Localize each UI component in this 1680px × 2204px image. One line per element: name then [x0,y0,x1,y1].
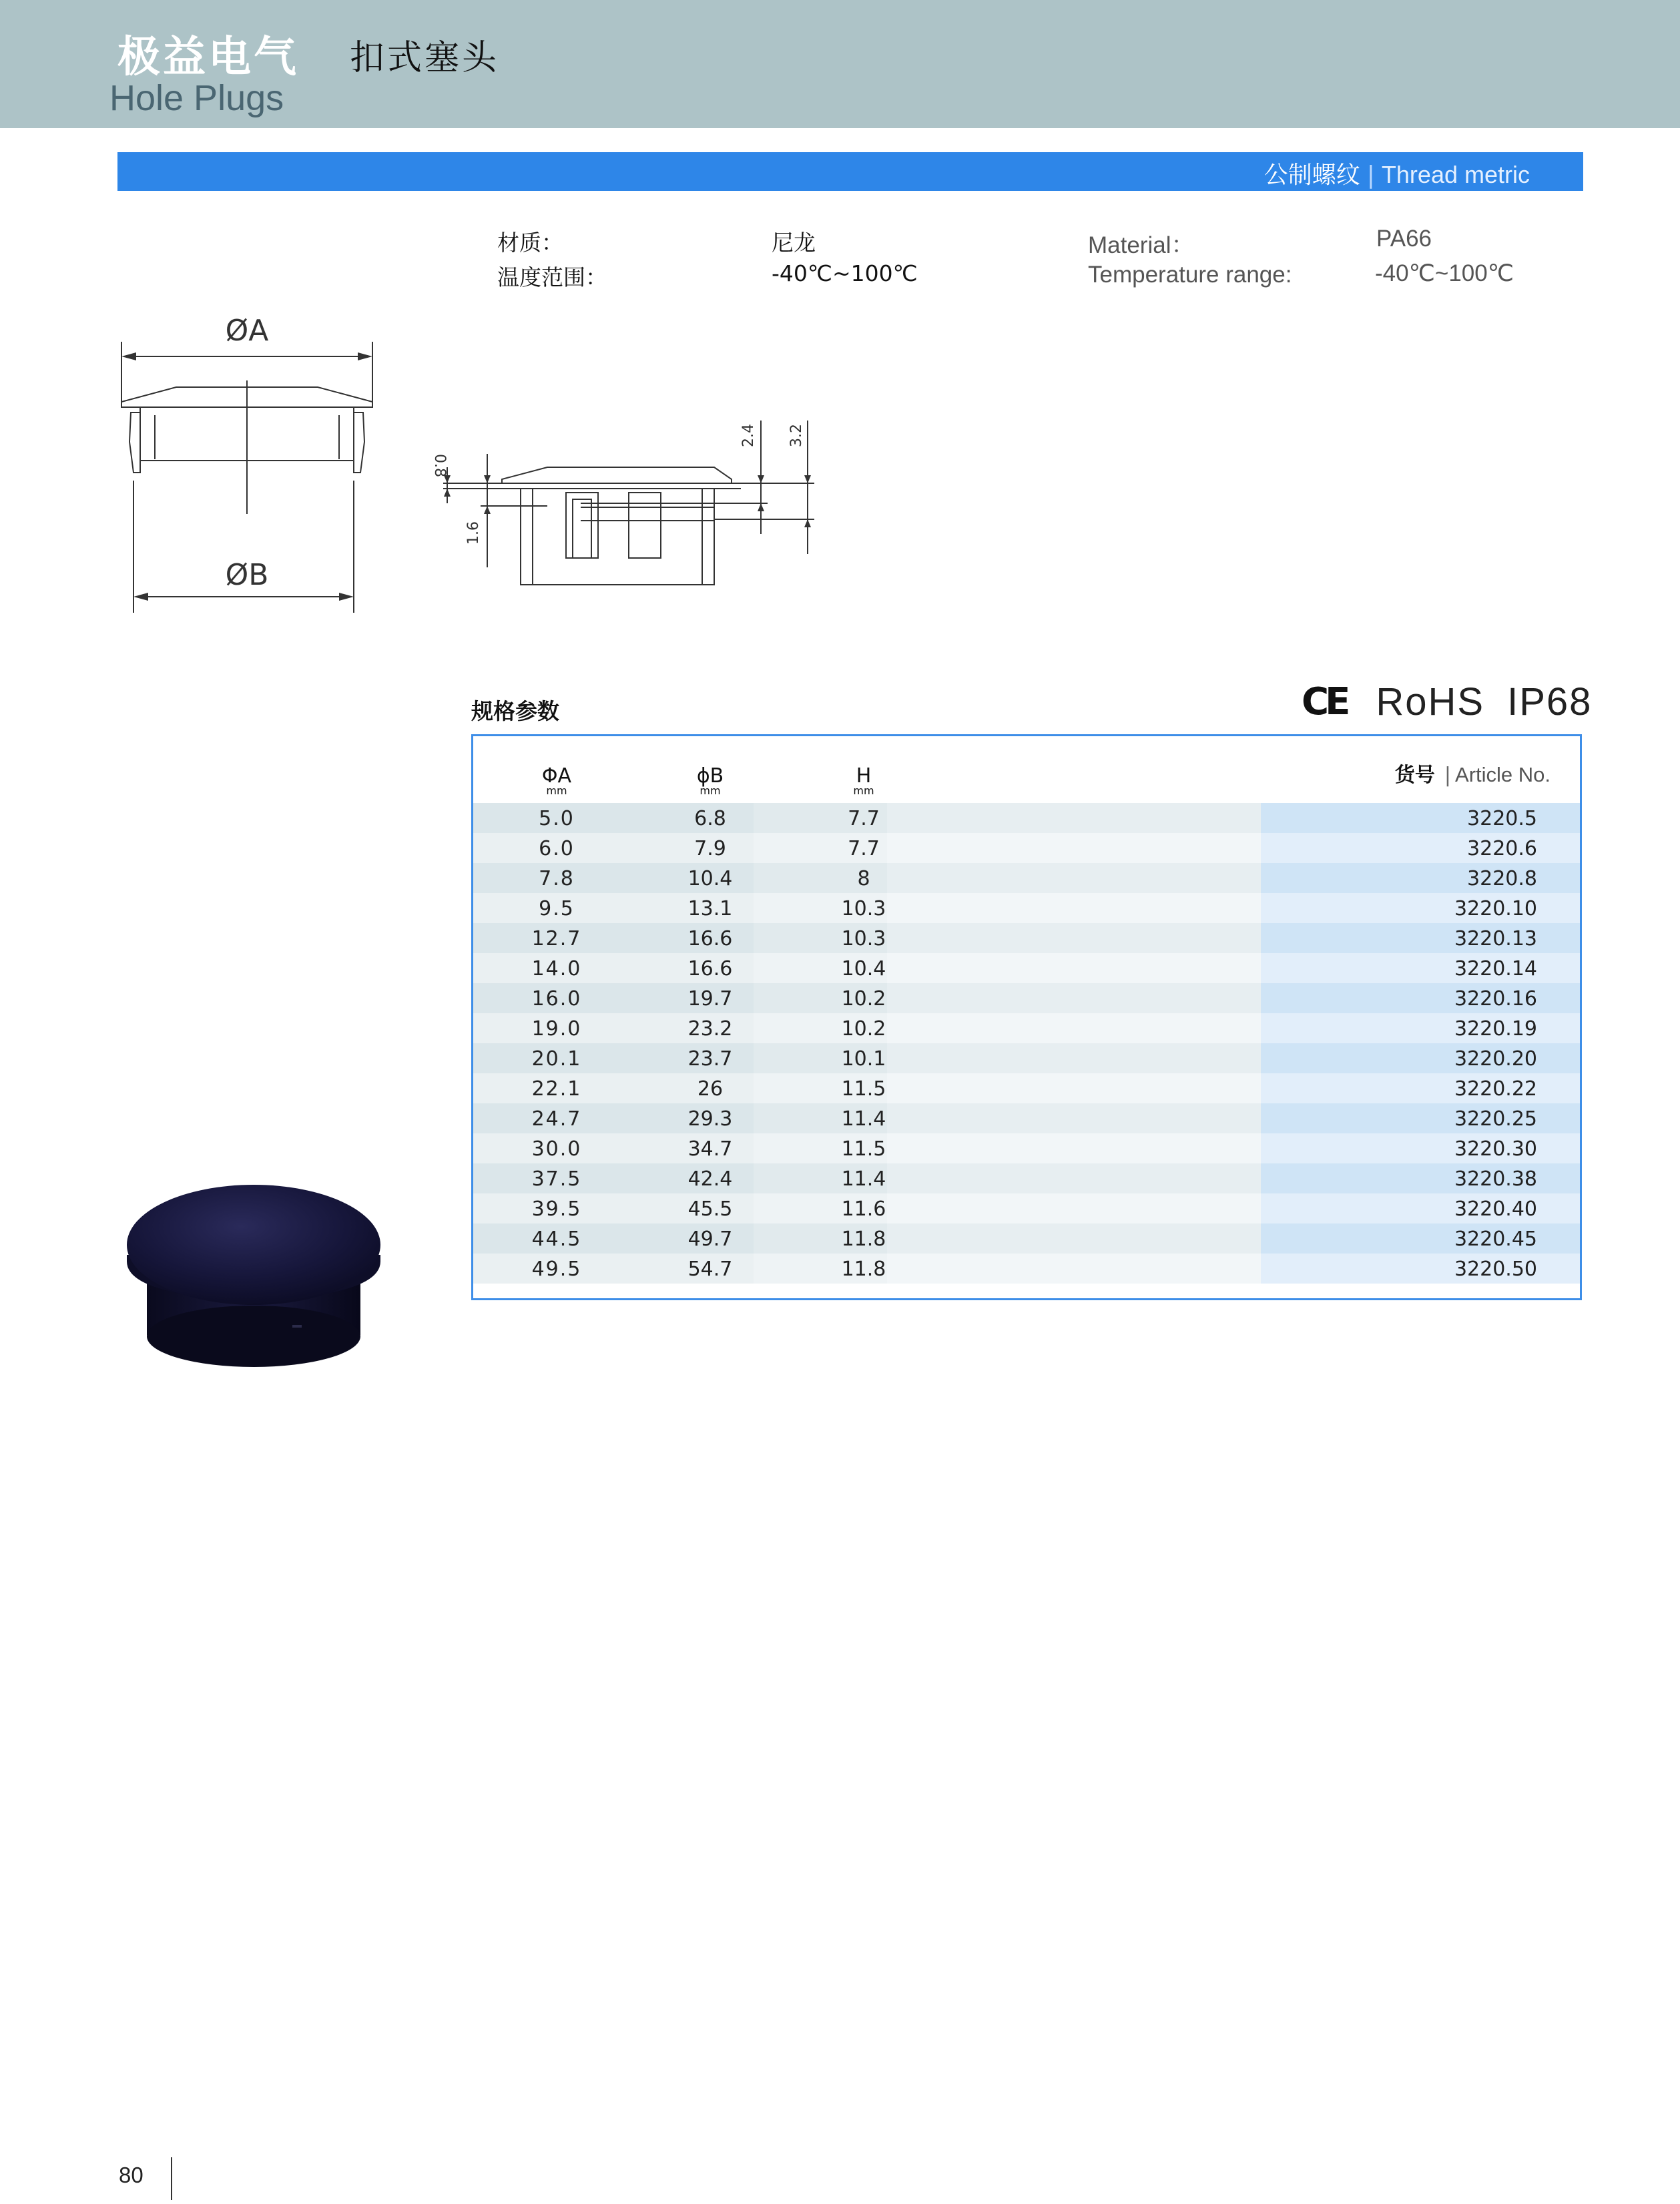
material-value-en: PA66 [1376,226,1432,252]
cell-article-no: 3220.13 [1454,927,1537,950]
cell-height: 11.8 [841,1227,886,1251]
table-body [473,803,1580,1284]
cell-diameter-b: 16.6 [687,927,733,950]
cell-diameter-a: 9.5 [539,897,575,920]
cell-diameter-b: 54.7 [687,1258,733,1281]
dimension-label-3-2: 3.2 [788,424,805,447]
dimension-label-2-4: 2.4 [740,424,757,447]
cell-height: 7.7 [848,807,880,830]
cell-diameter-a: 39.5 [531,1197,582,1221]
table-row [473,983,1580,1013]
specification-table [471,734,1582,1300]
table-row [473,893,1580,923]
cell-diameter-b: 23.2 [687,1017,733,1041]
cell-diameter-b: 45.5 [687,1197,733,1221]
dimension-label-b: ØB [225,558,269,592]
cell-diameter-b: 10.4 [687,867,733,890]
cell-article-no: 3220.22 [1454,1077,1537,1101]
material-value-cn: 尼龙 [772,230,816,256]
cell-height: 11.5 [841,1137,886,1161]
cell-diameter-a: 49.5 [531,1258,582,1281]
page-number: 80 [119,2163,144,2187]
cell-article-no: 3220.40 [1454,1197,1537,1221]
certifications [1302,679,1592,724]
table-header [473,736,1580,803]
header-article-separator: | [1444,764,1452,787]
ip-rating-label: IP68 [1507,680,1593,724]
table-row [473,1043,1580,1073]
thread-label-en: Thread metric [1381,161,1530,188]
cell-height: 11.5 [841,1077,886,1101]
dimension-label-1-6: 1.6 [465,521,482,545]
thread-separator: | [1366,162,1375,189]
table-row [473,1163,1580,1193]
header-h-label: H [856,764,872,788]
table-row [473,803,1580,833]
cell-diameter-a: 24.7 [531,1107,582,1131]
cell-height: 11.8 [841,1258,886,1281]
material-label-en: Material： [1088,232,1195,258]
temperature-value-en: -40℃~100℃ [1375,260,1514,286]
thread-banner [117,152,1583,191]
cell-article-no: 3220.50 [1454,1258,1537,1281]
cell-article-no: 3220.5 [1467,807,1537,830]
header-article-cn: 货号 [1394,764,1435,787]
specification-title: 规格参数 [471,698,559,724]
dimension-label-0-8: 0.8 [431,454,448,477]
thread-banner-text [1264,156,1530,190]
product-title-en: Hole Plugs [109,78,284,118]
cell-article-no: 3220.38 [1454,1167,1537,1191]
temperature-label-en: Temperature range: [1088,262,1292,288]
cell-height: 11.4 [841,1107,886,1131]
table-row [473,1013,1580,1043]
header-article-no [1394,763,1551,787]
cell-height: 10.3 [841,897,886,920]
cell-article-no: 3220.8 [1467,867,1537,890]
cell-article-no: 3220.16 [1454,987,1537,1011]
cell-article-no: 3220.25 [1454,1107,1537,1131]
header-b-label: ϕB [696,764,724,788]
cell-diameter-a: 20.1 [531,1047,582,1071]
cell-diameter-b: 19.7 [687,987,733,1011]
page-number-divider [171,2157,172,2200]
table-row [473,953,1580,983]
page-header [0,0,1680,128]
thread-label-cn: 公制螺纹 [1264,162,1360,189]
cell-article-no: 3220.19 [1454,1017,1537,1041]
product-photo [120,1161,387,1382]
cell-article-no: 3220.6 [1467,837,1537,860]
header-h-unit: mm [853,784,874,797]
cell-article-no: 3220.45 [1454,1227,1537,1251]
ce-mark-icon: CE [1302,680,1347,724]
cell-diameter-b: 13.1 [687,897,733,920]
header-a-label: ΦA [541,764,572,788]
cell-diameter-a: 6.0 [539,837,575,860]
front-view-drawing [113,314,380,621]
cell-diameter-b: 42.4 [687,1167,733,1191]
temperature-value-cn: -40℃~100℃ [772,260,918,286]
header-a-unit: mm [546,784,567,797]
cell-diameter-b: 23.7 [687,1047,733,1071]
cell-diameter-b: 16.6 [687,957,733,981]
cell-diameter-b: 26 [697,1077,724,1101]
cell-diameter-a: 16.0 [531,987,582,1011]
cell-article-no: 3220.10 [1454,897,1537,920]
cell-article-no: 3220.14 [1454,957,1537,981]
cell-diameter-a: 14.0 [531,957,582,981]
cell-height: 7.7 [848,837,880,860]
header-diameter-b [673,764,747,797]
table-row [473,1073,1580,1103]
cell-article-no: 3220.20 [1454,1047,1537,1071]
cell-article-no: 3220.30 [1454,1137,1537,1161]
cell-diameter-a: 5.0 [539,807,575,830]
material-label-cn: 材质： [497,230,563,256]
cell-diameter-a: 30.0 [531,1137,582,1161]
brand-name: 极益电气 [117,33,299,82]
cell-height: 10.3 [841,927,886,950]
header-b-unit: mm [699,784,721,797]
table-row [473,1133,1580,1163]
rohs-label: RoHS [1376,680,1485,724]
header-height [827,764,900,797]
cell-diameter-b: 6.8 [694,807,726,830]
table-row [473,923,1580,953]
table-row [473,1103,1580,1133]
cell-height: 8 [857,867,870,890]
cell-height: 10.1 [841,1047,886,1071]
table-row [473,1193,1580,1223]
cell-diameter-b: 34.7 [687,1137,733,1161]
cell-diameter-a: 44.5 [531,1227,582,1251]
cell-diameter-a: 19.0 [531,1017,582,1041]
cell-diameter-a: 7.8 [539,867,575,890]
header-diameter-a [520,764,593,797]
side-view-drawing [421,414,834,587]
cell-height: 10.4 [841,957,886,981]
cell-height: 11.4 [841,1167,886,1191]
table-row [473,1254,1580,1284]
header-article-en: Article No. [1455,763,1551,786]
dimension-label-a: ØA [225,314,269,348]
cell-diameter-a: 22.1 [531,1077,582,1101]
table-row [473,833,1580,863]
cell-diameter-b: 7.9 [694,837,726,860]
cell-diameter-b: 49.7 [687,1227,733,1251]
product-title-cn: 扣式塞头 [350,38,500,78]
temperature-label-cn: 温度范围： [497,264,607,290]
cell-height: 11.6 [841,1197,886,1221]
cell-diameter-a: 12.7 [531,927,582,950]
cell-height: 10.2 [841,1017,886,1041]
table-row [473,863,1580,893]
cell-diameter-a: 37.5 [531,1167,582,1191]
cell-diameter-b: 29.3 [687,1107,733,1131]
table-row [473,1223,1580,1254]
cell-height: 10.2 [841,987,886,1011]
